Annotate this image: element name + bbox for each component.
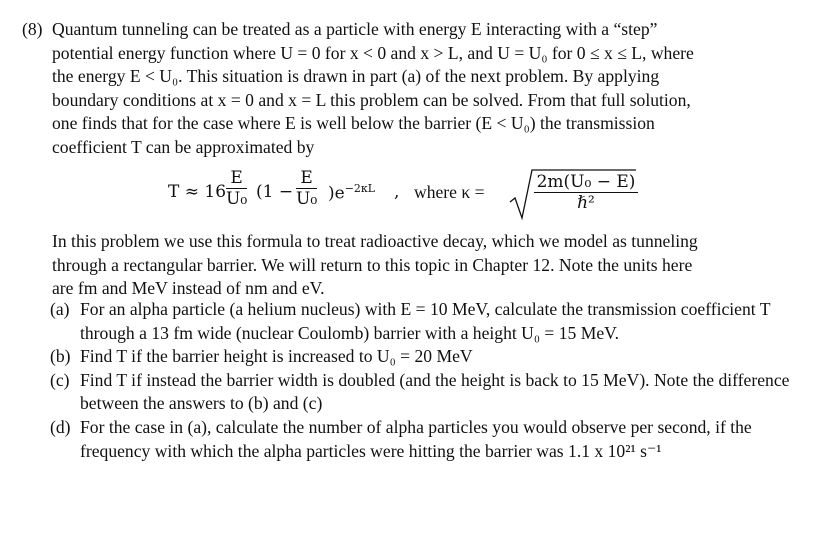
intro-line-1: (8) Quantum tunneling can be treated as a particle with energy E interacting with a “step” bbox=[22, 18, 822, 42]
part-a: (a) For an alpha particle (a helium nucleus) with E = 10 MeV, calculate the transmission coefficient T through a 13 fm wide (nuclear Coulomb) barrier with a height U₀ = 15 MeV. bbox=[50, 299, 771, 343]
formula-comma: , bbox=[394, 182, 400, 202]
problem-context bbox=[52, 230, 832, 301]
intro-line-3: the energy E < U₀. This situation is drawn in part (a) of the next problem. By applying bbox=[52, 66, 660, 87]
intro-line-5: one finds that for the case where E is well below the barrier (E < U₀) the transmission bbox=[52, 113, 655, 134]
formula-exponent: −2κL bbox=[344, 182, 376, 195]
formula-exponential: )$e^{-2\kappa L}$ bbox=[328, 182, 376, 204]
transmission-formula bbox=[168, 168, 638, 228]
formula-fraction-1: $\frac{E}{\text{U₀}}$ bbox=[226, 168, 248, 209]
formula-open-paren: (1 − bbox=[256, 182, 294, 202]
part-d: (d) For the case in (a), calculate the number of alpha particles you would observe per second, if the frequency with which the alpha particles were hitting the barrier was 1.1 x 10²¹ s⁻¹ bbox=[50, 416, 752, 461]
intro-line-6: coefficient T can be approximated by bbox=[52, 136, 315, 157]
intro-line-2: potential energy function where U = 0 for x < 0 and x > L, and U = U₀ for 0 ≤ x ≤ L, where bbox=[52, 42, 694, 63]
part-b: (b) Find T if the barrier height is increased to U₀ = 20 MeV bbox=[50, 346, 473, 367]
context-line-3: are fm and MeV instead of nm and eV. bbox=[52, 278, 325, 299]
part-c: (c) Find T if instead the barrier width is doubled (and the height is back to 15 MeV). Note the difference between the answers to (b) and (c) bbox=[50, 369, 790, 414]
context-line-1: In this problem we use this formula to treat radioactive decay, which we model as tunneling bbox=[52, 231, 698, 251]
formula-fraction-2: $\frac{E}{\text{U₀}}$ bbox=[296, 168, 318, 209]
formula-lhs: T ≈ 16 bbox=[168, 182, 227, 202]
problem-parts bbox=[50, 298, 820, 463]
problem-intro bbox=[22, 18, 822, 160]
formula-sqrt-fraction: 2m(U₀ − E) ℏ² bbox=[534, 172, 638, 213]
problem-number: (8) bbox=[22, 19, 43, 39]
formula-where: where κ = bbox=[414, 182, 485, 202]
intro-line-4: boundary conditions at x = 0 and x = L this problem can be solved. From that full solution, bbox=[52, 89, 691, 110]
context-line-2: through a rectangular barrier. We will return to this topic in Chapter 12. Note the units here bbox=[52, 254, 693, 275]
